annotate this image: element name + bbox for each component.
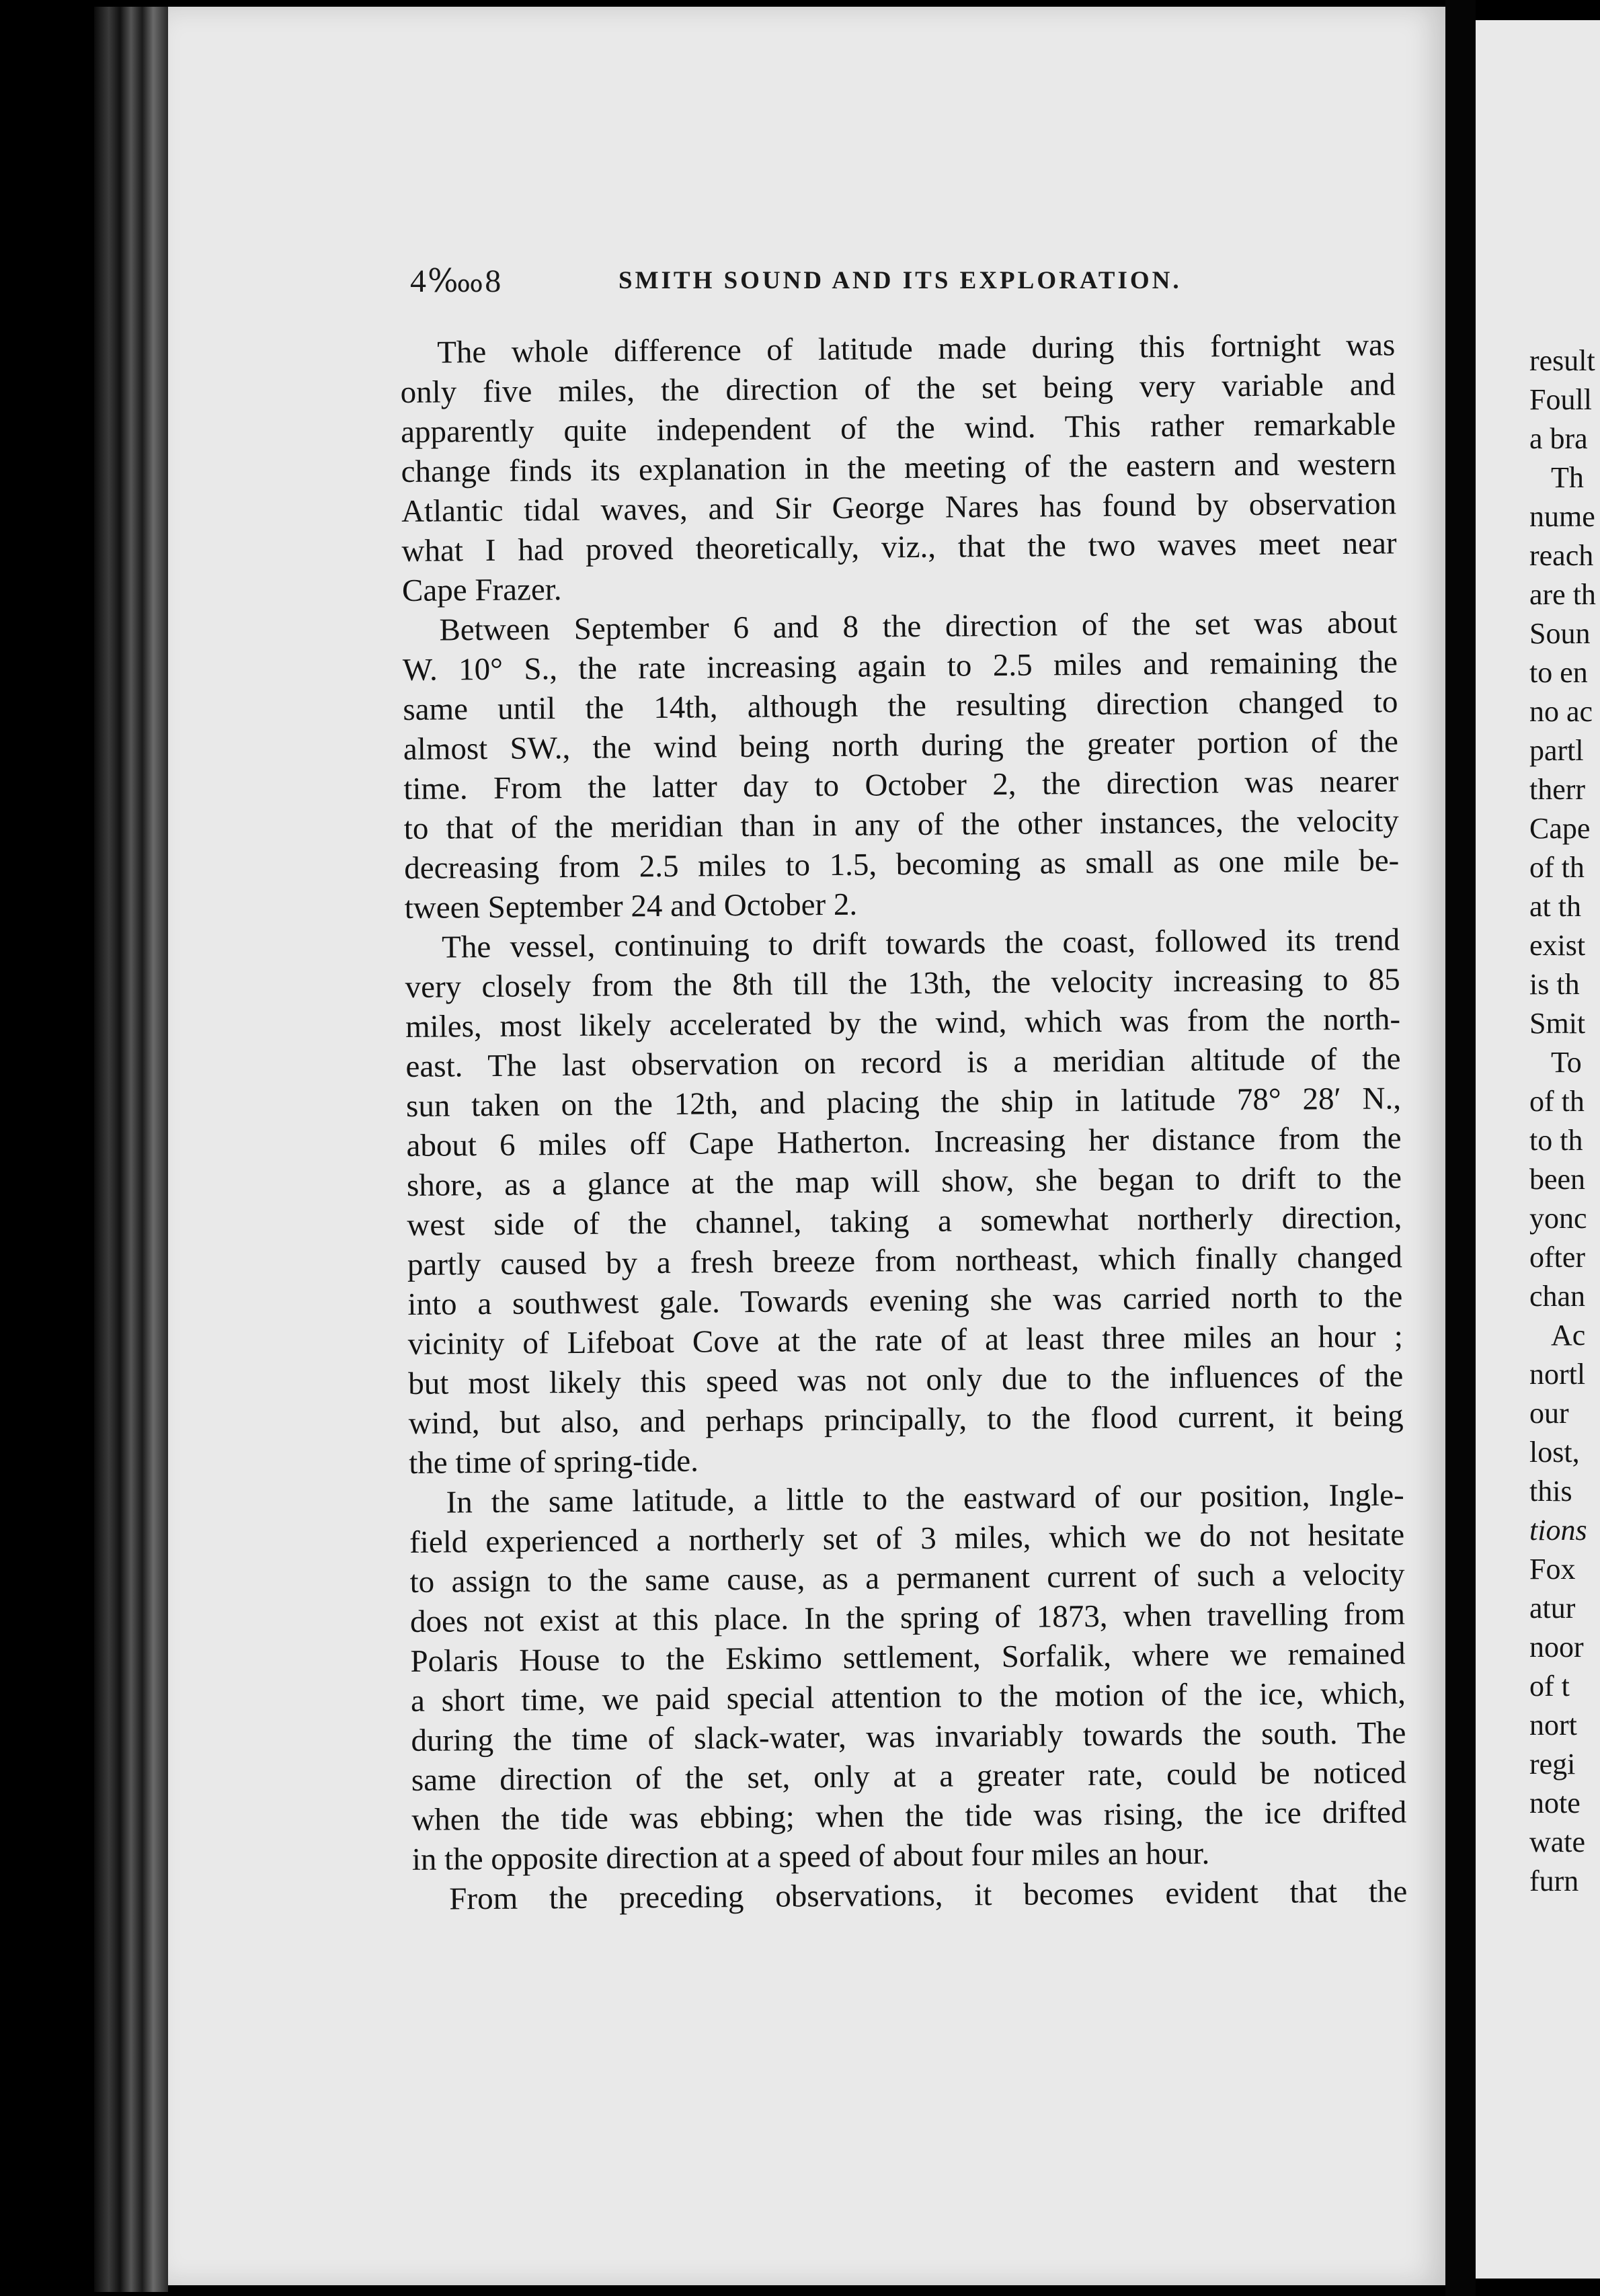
text-line: The vessel, continuing to drift towards the coast, followed its trend bbox=[441, 922, 1400, 965]
facing-page-line: noor bbox=[1529, 1631, 1584, 1664]
text-line: into a southwest gale. Towards evening she was carried north to the bbox=[407, 1279, 1403, 1322]
facing-page-line: Soun bbox=[1529, 617, 1591, 650]
text-line: a short time, we paid special attention to the motion of the ice, which, bbox=[410, 1676, 1406, 1719]
book-page-edges bbox=[94, 7, 168, 2292]
facing-page-line: therr bbox=[1529, 773, 1586, 806]
text-line: Between September 6 and 8 the direction of the set was about bbox=[439, 605, 1398, 648]
facing-page-line: atur bbox=[1529, 1592, 1576, 1625]
facing-page-line: Fox bbox=[1529, 1553, 1576, 1586]
text-line: shore, as a glance at the map will show, she began to drift to the bbox=[406, 1160, 1402, 1203]
facing-page-line: lost, bbox=[1529, 1436, 1580, 1469]
facing-page-line: chan bbox=[1529, 1280, 1586, 1313]
facing-page-line: is th bbox=[1529, 968, 1580, 1001]
text-line: very closely from the 8th till the 13th, the velocity increasing to 85 bbox=[405, 962, 1400, 1005]
text-line: during the time of slack-water, was invariably towards the south. The bbox=[411, 1715, 1406, 1758]
facing-page-line: this bbox=[1529, 1475, 1572, 1508]
facing-page-line: are th bbox=[1529, 578, 1596, 611]
facing-page-line: nortl bbox=[1529, 1358, 1586, 1391]
text-line: Polaris House to the Eskimo settlement, Sorfalik, where we remained bbox=[410, 1636, 1406, 1679]
facing-page-line: Foull bbox=[1529, 383, 1592, 416]
text-line: field experienced a northerly set of 3 miles, which we do not hesitate bbox=[409, 1517, 1405, 1560]
facing-page-line: Cape bbox=[1529, 812, 1591, 845]
text-line: Cape Frazer. bbox=[401, 572, 562, 608]
running-head bbox=[410, 262, 1365, 309]
text-line: miles, most likely accelerated by the wind, which was from the north- bbox=[405, 1001, 1401, 1044]
text-line: W. 10° S., the rate increasing again to 2.5 miles and remaining the bbox=[402, 645, 1398, 688]
text-line: partly caused by a fresh breeze from northeast, which finally changed bbox=[407, 1239, 1403, 1282]
facing-page-line: wate bbox=[1529, 1826, 1586, 1858]
facing-page-line: been bbox=[1529, 1163, 1586, 1196]
facing-page-line: of t bbox=[1529, 1670, 1570, 1703]
page-number: 4‱8 bbox=[410, 263, 503, 299]
facing-page-line: exist bbox=[1529, 929, 1586, 962]
text-line: what I had proved theoretically, viz., that the two waves meet near bbox=[401, 526, 1397, 569]
facing-page-line: partl bbox=[1529, 734, 1584, 767]
text-line: almost SW., the wind being north during the greater portion of the bbox=[403, 724, 1399, 767]
text-line: but most likely this speed was not only due to the influences of the bbox=[408, 1358, 1404, 1401]
text-line: about 6 miles off Cape Hatherton. Increasing her distance from the bbox=[406, 1120, 1402, 1163]
text-line: in the opposite direction at a speed of about four miles an hour. bbox=[411, 1836, 1210, 1877]
text-line: change finds its explanation in the meeting of the eastern and western bbox=[401, 446, 1396, 489]
text-line: From the preceding observations, it becomes evident that the bbox=[449, 1874, 1408, 1917]
facing-page-line: a bra bbox=[1529, 422, 1588, 455]
facing-page-line: to th bbox=[1529, 1124, 1583, 1157]
text-line: wind, but also, and perhaps principally, to the flood current, it being bbox=[408, 1398, 1404, 1441]
facing-page-line: nort bbox=[1529, 1709, 1577, 1741]
body-text bbox=[400, 325, 1407, 1920]
facing-page-line: our bbox=[1529, 1397, 1569, 1430]
text-line: only five miles, the direction of the set being very variable and bbox=[400, 367, 1396, 410]
text-line: to that of the meridian than in any of the other instances, the velocity bbox=[403, 803, 1399, 846]
text-line: tween September 24 and October 2. bbox=[404, 887, 858, 926]
text-line: The whole difference of latitude made during this fortnight was bbox=[437, 327, 1396, 370]
facing-page-line: of th bbox=[1529, 1085, 1585, 1118]
facing-page-line: to en bbox=[1529, 656, 1588, 689]
book-gutter bbox=[1445, 0, 1476, 2296]
facing-page-line: result bbox=[1529, 344, 1595, 377]
text-line: to assign to the same cause, as a permanent current of such a velocity bbox=[409, 1557, 1405, 1600]
text-line: apparently quite independent of the wind. This rather remarkable bbox=[400, 407, 1396, 450]
facing-page-line: To bbox=[1551, 1046, 1582, 1079]
facing-page-line: at th bbox=[1529, 890, 1581, 923]
text-line: time. From the latter day to October 2, the direction was nearer bbox=[403, 764, 1399, 807]
text-line: east. The last observation on record is a meridian altitude of the bbox=[405, 1041, 1401, 1084]
facing-page-line: note bbox=[1529, 1787, 1581, 1819]
text-line: decreasing from 2.5 miles to 1.5, becoming as small as one mile be- bbox=[404, 843, 1400, 886]
facing-page-line: of th bbox=[1529, 851, 1585, 884]
facing-page-line: yonc bbox=[1529, 1202, 1587, 1235]
facing-page-line: regi bbox=[1529, 1748, 1576, 1780]
text-line: same direction of the set, only at a greater rate, could be noticed bbox=[411, 1755, 1407, 1798]
text-line: same until the 14th, although the resulting direction changed to bbox=[403, 684, 1398, 727]
facing-page-line: tions bbox=[1529, 1514, 1587, 1547]
facing-page-line: no ac bbox=[1529, 695, 1593, 728]
page-header-title: SMITH SOUND AND ITS EXPLORATION. bbox=[618, 267, 1182, 294]
facing-page-line: nume bbox=[1529, 500, 1595, 533]
facing-page-line: ofter bbox=[1529, 1241, 1586, 1274]
facing-page-line: Ac bbox=[1551, 1319, 1586, 1352]
text-line: the time of spring-tide. bbox=[408, 1443, 699, 1481]
facing-page-line: reach bbox=[1529, 539, 1594, 572]
text-line: Atlantic tidal waves, and Sir George Nares has found by observation bbox=[401, 486, 1397, 529]
facing-page-line: Smit bbox=[1529, 1007, 1586, 1040]
text-line: does not exist at this place. In the spring of 1873, when travelling from bbox=[409, 1596, 1406, 1639]
facing-page-line: Th bbox=[1551, 461, 1584, 494]
facing-page-line: furn bbox=[1529, 1864, 1579, 1897]
text-line: when the tide was ebbing; when the tide was rising, the ice drifted bbox=[411, 1795, 1407, 1838]
text-line: west side of the channel, taking a somewhat northerly direction, bbox=[407, 1200, 1402, 1243]
text-line: vicinity of Lifeboat Cove at the rate of at least three miles an hour ; bbox=[407, 1319, 1403, 1362]
facing-page bbox=[1476, 20, 1600, 2279]
text-line: sun taken on the 12th, and placing the ship in latitude 78° 28′ N., bbox=[405, 1081, 1402, 1124]
text-line: In the same latitude, a little to the eastward of our position, Ingle- bbox=[446, 1477, 1404, 1520]
